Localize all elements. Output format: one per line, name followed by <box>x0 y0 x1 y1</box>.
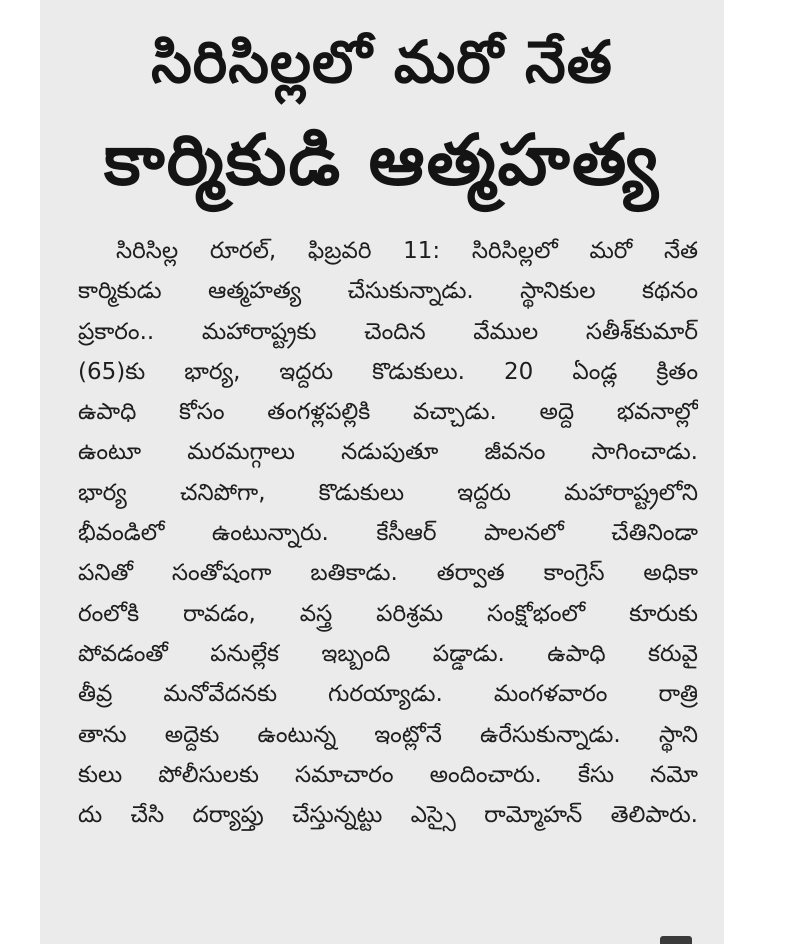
body-line: కులు పోలీసులకు సమాచారం అందించారు. కేసు నమో <box>78 761 698 788</box>
cut-off-top-text <box>78 0 478 8</box>
body-line: పనితో సంతోషంగా బతికాడు. తర్వాత కాంగ్రెస్ అధికా <box>78 560 698 587</box>
body-line: తీవ్ర మనోవేదనకు గురయ్యాడు. మంగళవారం రాత్రి <box>78 681 698 708</box>
body-line: పోవడంతో పనుల్లేక ఇబ్బంది పడ్డాడు. ఉపాధి కరువై <box>78 640 698 667</box>
page-corner-mark <box>660 936 692 944</box>
body-line: కార్మికుడు ఆత్మహత్య చేసుకున్నాడు. స్థానికుల కథనం <box>78 278 698 305</box>
body-line: దు చేసి దర్యాప్తు చేస్తున్నట్టు ఎస్సై రామ్మోహన్ తెలిపారు. <box>78 802 698 829</box>
headline-line-2: కార్మికుడి ఆత్మహత్య <box>103 119 661 201</box>
body-line: రంలోకి రావడం, వస్త్ర పరిశ్రమ సంక్షోభంలో కూరుకు <box>78 600 698 627</box>
article-body <box>78 231 698 835</box>
body-line: ఉపాధి కోసం తంగళ్లపల్లికి వచ్చాడు. అద్దె భవనాల్లో <box>78 399 698 426</box>
body-line: (65)కు భార్య, ఇద్దరు కొడుకులు. 20 ఏండ్ల క్రితం <box>78 358 698 385</box>
body-line: భీవండిలో ఉంటున్నారు. కేసీఆర్ పాలనలో చేతినిండా <box>78 520 698 547</box>
body-line: సిరిసిల్ల రూరల్, ఫిబ్రవరి 11: సిరిసిల్లలో మరో నేత <box>116 238 698 264</box>
headline-line-1: సిరిసిల్లలో మరో నేత <box>151 28 613 96</box>
body-line: తాను అద్దెకు ఉంటున్న ఇంట్లోనే ఉరేసుకున్నాడు. స్థాని <box>78 721 698 748</box>
body-line: భార్య చనిపోగా, కొడుకులు ఇద్దరు మహారాష్ట్రలోని <box>78 479 698 506</box>
body-line: ప్రకారం.. మహారాష్ట్రకు చెందిన వేముల సతీశ్‌కుమార్ <box>78 318 698 345</box>
body-line: ఉంటూ మరమగ్గాలు నడుపుతూ జీవనం సాగించాడు. <box>78 439 698 466</box>
